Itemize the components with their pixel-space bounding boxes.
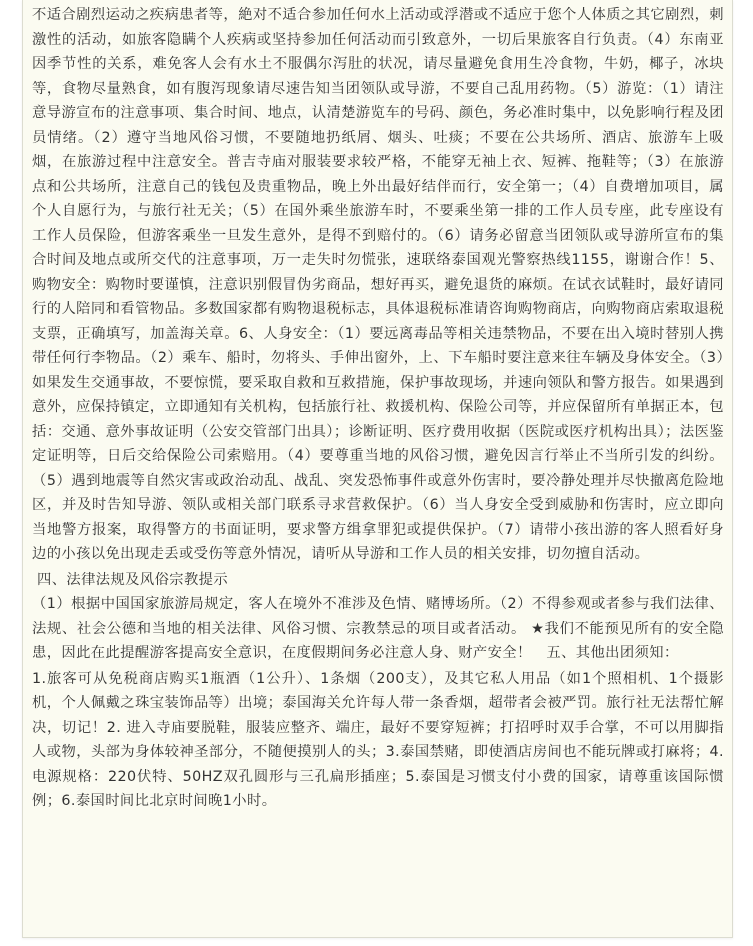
section-heading-law: 四、法律法规及风俗宗教提示 (37, 571, 229, 588)
content-panel (22, 0, 733, 938)
law-paragraph: （1）根据中国国家旅游局规定，客人在境外不准涉及色情、赌博场所。（2）不得参观或者参与我们法律、法规、社会公德和当地的相关法律、风俗习惯、宗教禁忌的项目或者活动。 ★我们不能预见所有的安全隐患，因此在此提醒游客提高安全意识，在度假期间务必注意人身、财产安全！ 五、其他出团须知： (32, 596, 724, 661)
other-notes-paragraph: 1.旅客可从免税商店购买1瓶酒（1公升）、1条烟（200支），及其它私人用品（如1个照相机、1个摄影机，个人佩戴之珠宝装饰品等）出境；泰国海关允许每人带一条香烟，超带者会被严罚。旅行社无法帮忙解决，切记！2. 进入寺庙要脱鞋，服装应整齐、端庄，最好不要穿短裤；打招呼时双手合掌，不可以用脚指人或物，头部为身体较神圣部分，不随便摸别人的头；3.泰国禁赌，即使酒店房间也不能玩牌或打麻将；4.电源规格：220伏特、50HZ双孔圆形与三孔扁形插座；5.泰国是习惯支付小费的国家，请尊重该国际惯例；6.泰国时间比北京时间晚1小时。 (32, 670, 724, 809)
safety-paragraph: 不适合剧烈运动之疾病患者等，絶对不适合参加任何水上活动或浮潜或不适应于您个人体质之其它剧烈，刺激性的活动，如旅客隐瞒个人疾病或坚持参加任何活动而引致意外，一切后果旅客自行负责。（4）东南亚因季节性的关系，难免客人会有水土不服偶尔泻肚的状况，请尽量避免食用生冷食物，牛奶，椰子，冰块等，食物尽量熟食，如有腹泻现象请尽速告知当团领队或导游，不要自己乱用药物。（5）游览：（1）请注意导游宣布的注意事项、集合时间、地点，认清楚游览车的号码、颜色，务必准时集中，以免影响行程及团员情绪。（2）遵守当地风俗习惯，不要随地扔纸屑、烟头、吐痰；不要在公共场所、酒店、旅游车上吸烟，在旅游过程中注意安全。普吉寺庙对服装要求较严格，不能穿无袖上衣、短裤、拖鞋等；（3）在旅游点和公共场所，注意自己的钱包及贵重物品，晚上外出最好结伴而行，安全第一；（4）自费增加项目，属个人自愿行为，与旅行社无关；（5）在国外乘坐旅游车时，不要乘坐第一排的工作人员专座，此专座设有工作人员保险，但游客乘坐一旦发生意外，是得不到赔付的。（6）请务必留意当团领队或导游所宣布的集合时间及地点或所交代的注意事项，万一走失时勿慌张，速联络泰国观光警察热线1155，谢谢合作！5、购物安全：购物时要谨慎，注意识别假冒伪劣商品，想好再买，避免退货的麻烦。在试衣试鞋时，最好请同行的人陪同和看管物品。多数国家都有购物退税标志，具体退税标准请咨询购物商店，向购物商店索取退税支票，正确填写，加盖海关章。6、人身安全：（1）要远离毒品等相关违禁物品，不要在出入境时替别人携带任何行李物品。（2）乘车、船时，勿将头、手伸出窗外，上、下车船时要注意来往车辆及身体安全。（3）如果发生交通事故，不要惊慌，要采取自救和互救措施，保护事故现场，并速向领队和警方报告。如果遇到意外，应保持镇定，立即通知有关机构，包括旅行社、救援机构、保险公司等，并应保留所有单据正本，包括：交通、意外事故证明（公安交管部门出具）；诊断证明、医疗费用收据（医院或医疗机构出具）；法医鉴定证明等，日后交给保险公司索赔用。（4）要尊重当地的风俗习惯，避免因言行举止不当所引发的纠纷。（5）遇到地震等自然灾害或政治动乱、战乱、突发恐怖事件或意外伤害时，要冷静处理并尽快撤离危险地区，并及时告知导游、领队或相关部门联系寻求营救保护。（6）当人身安全受到威胁和伤害时，应立即向当地警方报案，取得警方的书面证明，要求警方缉拿罪犯或提供保护。（7）请带小孩出游的客人照看好身边的小孩以免出现走丢或受伤等意外情况，请听从导游和工作人员的相关安排，切勿擅自活动。 (32, 7, 724, 562)
article-body (32, 3, 724, 814)
